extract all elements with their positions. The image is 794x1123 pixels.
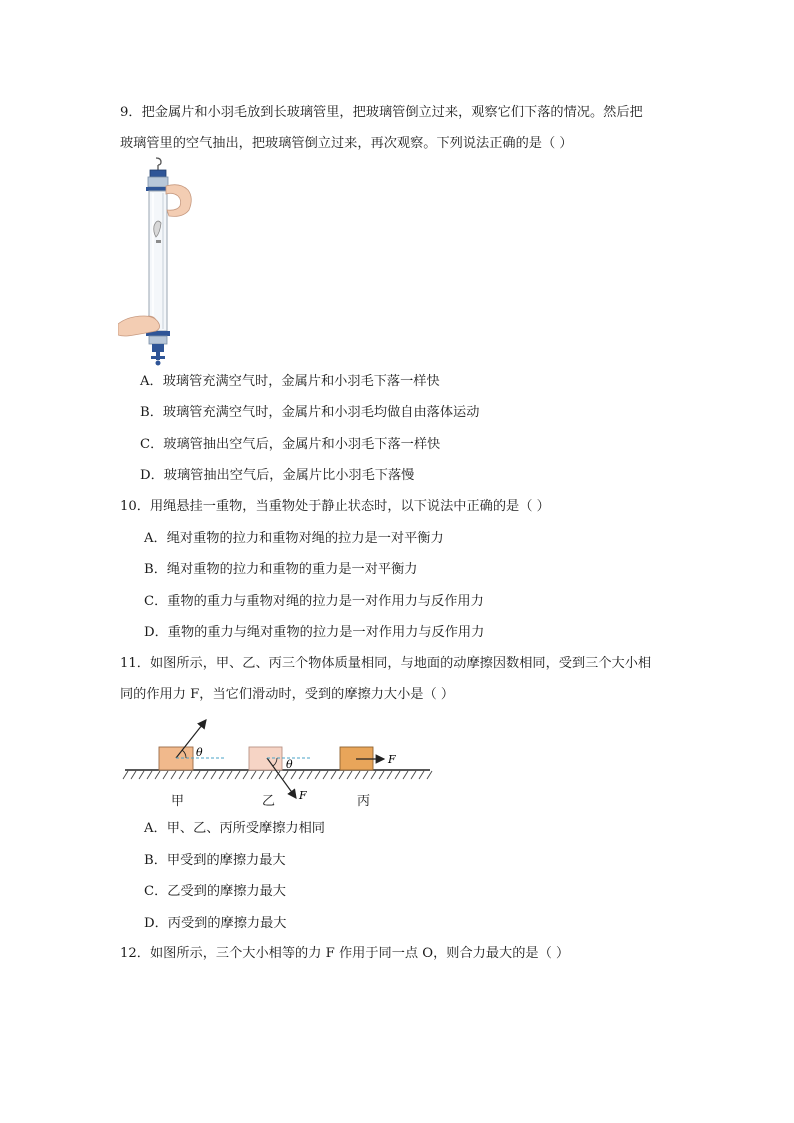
label-yi: 乙 xyxy=(262,794,276,809)
theta-label: θ xyxy=(196,746,203,759)
glass-tube-figure xyxy=(118,156,198,368)
force-label: F xyxy=(299,789,307,802)
q11-option-b: B．甲受到的摩擦力最大 xyxy=(144,853,286,868)
q9-stem-line2: 玻璃管里的空气抽出，把玻璃管倒立过来，再次观察。下列说法正确的是（ ） xyxy=(120,136,573,151)
q10-option-b: B．绳对重物的拉力和重物的重力是一对平衡力 xyxy=(144,562,418,577)
hand-icon xyxy=(166,185,191,217)
q10-option-d: D．重物的重力与绳对重物的拉力是一对作用力与反作用力 xyxy=(144,625,485,640)
theta-label: θ xyxy=(286,758,293,771)
metal-piece-icon xyxy=(156,240,161,243)
q9-option-d: D．玻璃管抽出空气后，金属片比小羽毛下落慢 xyxy=(140,468,415,483)
q11-option-a: A．甲、乙、丙所受摩擦力相同 xyxy=(144,821,325,836)
force-label: F xyxy=(388,753,396,766)
q9-option-c: C．玻璃管抽出空气后，金属片和小羽毛下落一样快 xyxy=(140,437,441,452)
valve-icon xyxy=(156,361,161,366)
label-jia: 甲 xyxy=(171,794,185,809)
q12-stem: 12．如图所示，三个大小相等的力 F 作用于同一点 O，则合力最大的是（ ） xyxy=(120,946,570,961)
q9-stem-line1: 9．把金属片和小羽毛放到长玻璃管里，把玻璃管倒立过来，观察它们下落的情况。然后把 xyxy=(120,105,643,120)
q10-option-a: A．绳对重物的拉力和重物对绳的拉力是一对平衡力 xyxy=(144,531,444,546)
q10-option-c: C．重物的重力与重物对绳的拉力是一对作用力与反作用力 xyxy=(144,594,484,609)
q11-stem-line2: 同的作用力 F，当它们滑动时，受到的摩擦力大小是（ ） xyxy=(120,687,455,702)
q9-option-a: A．玻璃管充满空气时，金属片和小羽毛下落一样快 xyxy=(140,374,440,389)
q11-option-c: C．乙受到的摩擦力最大 xyxy=(144,884,286,899)
q9-option-b: B．玻璃管充满空气时，金属片和小羽毛均做自由落体运动 xyxy=(140,405,480,420)
friction-blocks-figure xyxy=(120,712,440,814)
q11-option-d: D．丙受到的摩擦力最大 xyxy=(144,916,287,931)
label-bing: 丙 xyxy=(357,794,371,809)
hook-icon xyxy=(156,158,161,165)
q11-stem-line1: 11．如图所示，甲、乙、丙三个物体质量相同，与地面的动摩擦因数相同，受到三个大小相 xyxy=(120,656,652,671)
q10-stem: 10．用绳悬挂一重物，当重物处于静止状态时，以下说法中正确的是（ ） xyxy=(120,499,550,514)
